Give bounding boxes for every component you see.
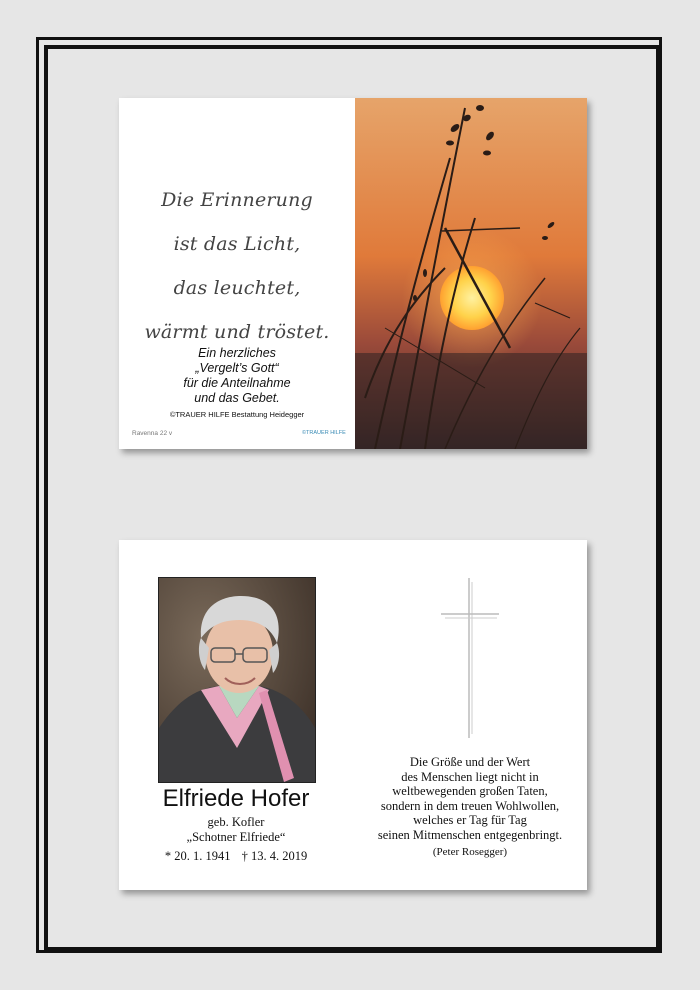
birth-date: * 20. 1. 1941 [164,849,231,863]
model-label: Ravenna 22 v [132,430,173,437]
quote-line: welches er Tag für Tag [413,813,527,827]
quote-line: weltbewegenden großen Taten, [392,784,548,798]
front-card [119,98,587,449]
poem-panel [119,98,355,449]
logo-small: ©TRAUER HILFE [302,430,346,436]
quote-line: sondern in dem treuen Wohlwollen, [380,798,560,813]
nickname: „Schotner Elfriede“ [186,830,286,844]
brand-line: ©TRAUER HILFE Bestattung Heidegger [169,410,305,419]
thanks-line: für die Anteilnahme [183,376,291,390]
deceased-name: Elfriede Hofer [162,785,310,812]
thanks-line: Ein herzliches [198,346,276,360]
poem [119,178,355,354]
thanks-line: und das Gebet. [194,391,280,405]
quote-author: (Peter Rosegger) [432,846,508,858]
quote-line: seinen Mitmenschen entgegenbringt. [377,827,563,842]
portrait-photo [158,577,316,783]
cross-icon [441,578,501,738]
poem-line: das leuchtet, [173,277,301,299]
thanks-text [119,346,355,406]
sunset-photo [355,98,587,449]
poem-line: wärmt und tröstet. [144,321,330,343]
quote-line: des Menschen liegt nicht in [401,769,539,784]
quote [353,755,587,842]
back-card [119,540,587,890]
poem-line: ist das Licht, [173,233,301,255]
thanks-line: „Vergelt’s Gott“ [195,361,279,375]
death-date: † 13. 4. 2019 [241,849,308,863]
life-dates [119,849,353,864]
poem-line: Die Erinnerung [161,189,313,211]
quote-line: Die Größe und der Wert [409,755,531,769]
maiden-name: geb. Kofler [207,815,265,829]
